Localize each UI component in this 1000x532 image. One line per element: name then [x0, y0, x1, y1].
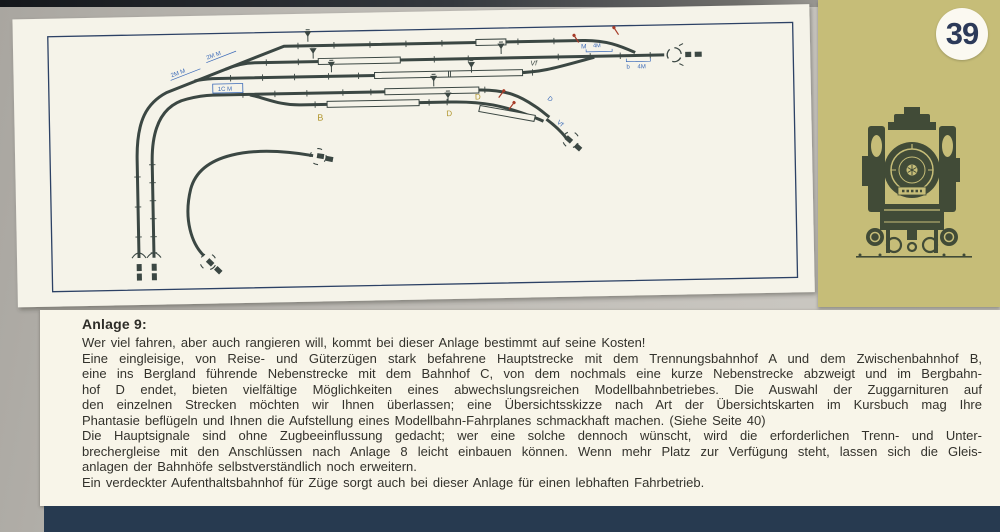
track-length-label: 2M M: [205, 50, 223, 62]
signal-label: Vf: [530, 60, 538, 68]
text-line: den einzelnen Strecken möchten wir Ihnen überlassen; eine Übersichtsskizze nach Art der Übersichtskarten im Kursbuch mag Ihre: [82, 397, 982, 413]
section-heading: Anlage 9:: [82, 316, 147, 332]
track-length-label: 2M M: [170, 68, 187, 80]
text-line: brechergleise mit den Anschlüssen nach Anlage 8 leicht einbauen können. Wenn mehr Platz zur Verfügung steht, lassen sich die Gleis-: [82, 443, 982, 459]
text-line: Ein verdeckter Aufenthaltsbahnhof für Züge sorgt auch bei dieser Anlage für einen lebhaften Fahrbetrieb.: [82, 474, 705, 490]
text-line: eine ins Bergland führende Nebenstrecke mit dem Bahnhof C, von dem nochmals eine kurze Nebenstrecke abzweigt und im Bergbahn-: [82, 366, 982, 382]
track-length-label: 4M: [592, 43, 601, 50]
signal-label: D: [545, 95, 554, 104]
steam-locomotive-front-illustration: [818, 0, 1000, 307]
text-line: hof D endet, bieten vielfältige Möglichkeiten eines abwechslungsreichen Modellbahnbetriebes. Die Auswahl der Zuggarnituren auf: [82, 381, 982, 397]
signal-label: Vf: [555, 119, 565, 129]
body-text: [82, 335, 982, 490]
text-line: Wer viel fahren, aber auch rangieren will, kommt bei dieser Anlage bestimmt auf seine Kosten!: [82, 335, 646, 350]
diagram-panel-background: [12, 4, 814, 307]
text-line: Eine eingleisige, von Reise- und Güterzügen stark befahrene Hauptstrecke mit dem Trennungsbahnhof A und dem Zwischenbahnhof B,: [82, 350, 982, 366]
station-label-b: B: [317, 112, 324, 123]
station-label-d: D: [474, 92, 481, 102]
track-length-label: M: [580, 43, 587, 51]
text-line: anlagen der Bahnhöfe selbstverständlich noch erweitern.: [82, 459, 417, 475]
station-label-d: D: [446, 108, 453, 119]
description-panel: [40, 310, 1000, 506]
track-length-label: b: [626, 64, 630, 71]
page-number: 39: [945, 16, 979, 51]
text-line: Phantasie beflügeln und Ihnen die Aufstellung eines Modellbahn-Fahrplanes schmackhaft machen. (Siehe Seite 40): [82, 412, 766, 428]
text-line: Die Hauptsignale sind ohne Zugbeeinflussung gedacht; wer eine solche dennoch wünscht, wird die erforderlichen Trenn- und Unter-: [82, 428, 982, 444]
side-panel: [818, 0, 1000, 307]
track-length-label: 4M: [637, 64, 646, 71]
bottom-accent-band: [44, 506, 1000, 532]
track-length-label: 1C M: [217, 86, 233, 93]
